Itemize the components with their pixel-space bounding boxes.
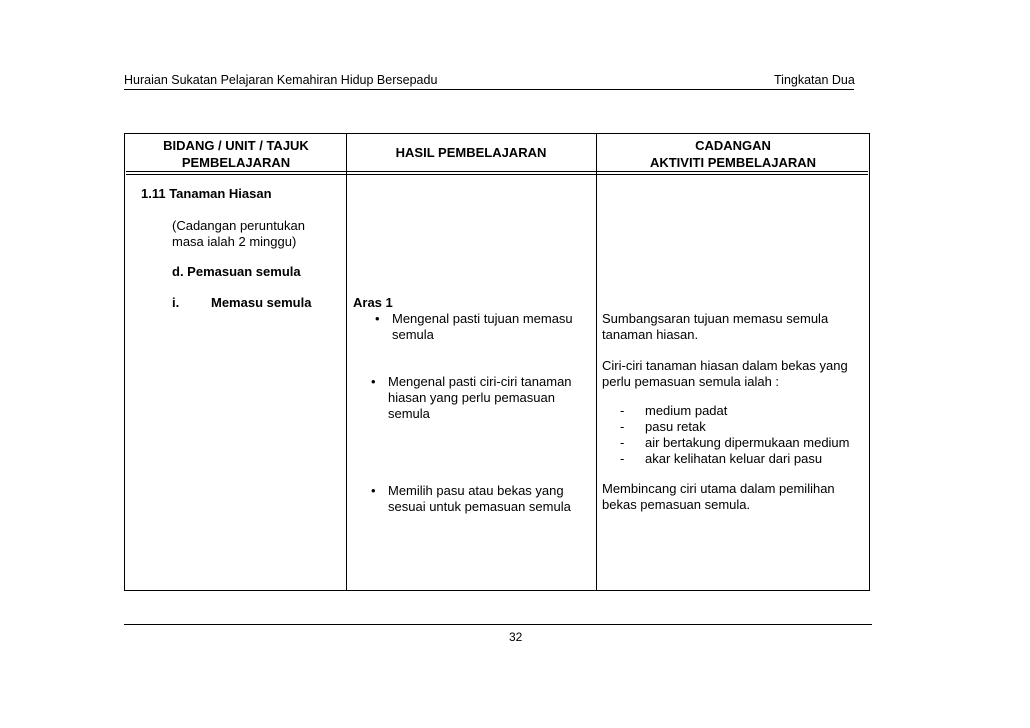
learning-outcome-3-line1: • Memilih pasu atau bekas yang xyxy=(388,483,571,499)
page-number: 32 xyxy=(509,630,523,644)
time-allocation-line1: (Cadangan peruntukan xyxy=(172,218,305,233)
time-allocation-line2: masa ialah 2 minggu) xyxy=(172,234,297,249)
learning-outcome-2-line3: semula xyxy=(388,406,430,421)
learning-outcome-1-line2: semula xyxy=(392,327,434,342)
column-header-topic-line1: BIDANG / UNIT / TAJUK xyxy=(163,138,309,153)
dash-item-2: - pasu retak xyxy=(645,419,850,435)
activity-2-line1: Ciri-ciri tanaman hiasan dalam bekas yang xyxy=(602,358,848,373)
column-header-activity xyxy=(598,137,868,171)
activity-2-dash-list xyxy=(645,403,850,467)
dash-item-4: - akar kelihatan keluar dari pasu xyxy=(645,451,850,467)
column-divider-1 xyxy=(346,133,347,591)
column-header-topic xyxy=(128,137,344,171)
activity-3-line2: bekas pemasuan semula. xyxy=(602,497,751,512)
activity-3-line1: Membincang ciri utama dalam pemilihan xyxy=(602,481,835,496)
column-header-outcome-line1: HASIL PEMBELAJARAN xyxy=(395,145,547,160)
activity-3 xyxy=(602,481,835,513)
subtopic-d: d. Pemasuan semula xyxy=(172,264,301,279)
document-header-level: Tingkatan Dua xyxy=(774,73,855,87)
topic-title: 1.11 Tanaman Hiasan xyxy=(141,186,272,201)
learning-outcome-3-line2: sesuai untuk pemasuan semula xyxy=(388,499,571,514)
dash-item-1: - medium padat xyxy=(645,403,850,419)
activity-2 xyxy=(602,358,848,390)
activity-1 xyxy=(602,311,828,343)
learning-outcome-1-line1: • Mengenal pasti tujuan memasu xyxy=(392,311,573,327)
learning-outcome-3 xyxy=(388,483,571,515)
learning-outcome-2-line1: • Mengenal pasti ciri-ciri tanaman xyxy=(388,374,572,390)
activity-2-line2: perlu pemasuan semula ialah : xyxy=(602,374,780,389)
subtopic-i-title: Memasu semula xyxy=(211,295,312,310)
header-row-divider-double xyxy=(126,174,868,175)
activity-1-line1: Sumbangsaran tujuan memasu semula xyxy=(602,311,829,326)
learning-outcome-2 xyxy=(388,374,572,422)
learning-outcome-2-line2: hiasan yang perlu pemasuan xyxy=(388,390,555,405)
level-label: Aras 1 xyxy=(353,295,393,310)
column-header-outcome xyxy=(348,144,594,161)
learning-outcome-1 xyxy=(392,311,573,343)
column-header-topic-line2: PEMBELAJARAN xyxy=(181,155,291,170)
column-header-activity-line1: CADANGAN xyxy=(695,138,771,153)
header-divider xyxy=(124,89,854,90)
activity-1-line2: tanaman hiasan. xyxy=(602,327,699,342)
document-header-title: Huraian Sukatan Pelajaran Kemahiran Hidup Bersepadu xyxy=(124,73,438,87)
header-row-divider xyxy=(126,171,868,172)
dash-item-3: - air bertakung dipermukaan medium xyxy=(645,435,850,451)
subtopic-i-number: i. xyxy=(172,295,180,310)
column-divider-2 xyxy=(596,133,597,591)
footer-divider xyxy=(124,624,872,625)
column-header-activity-line2: AKTIVITI PEMBELAJARAN xyxy=(649,155,817,170)
